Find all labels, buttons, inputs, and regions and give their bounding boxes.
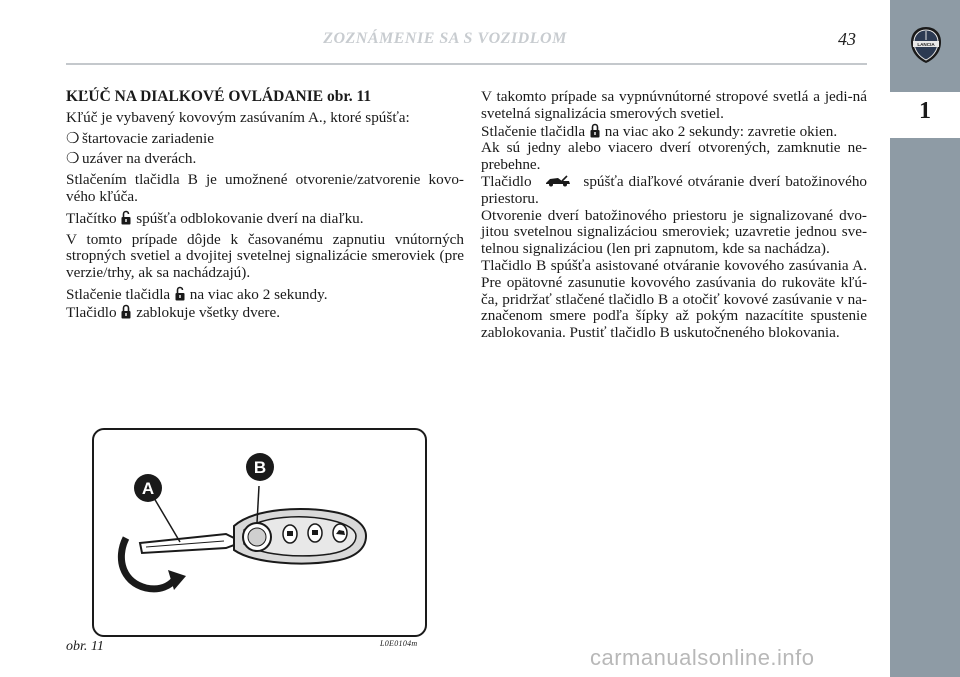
text-run: Tlačidlo xyxy=(66,303,117,321)
lancia-badge-icon xyxy=(248,528,266,546)
paragraph-button-b: Tlačidlo B spúšťa asistované otváranie kovového zasúvania A. Pre opätovné zasunutie kovového zasúvania do rukoväte kľú-ča, pridržať stlačené tlačidlo B a otočiť kovové zasúvanie v na-značenom smere podľa šípky až pokým nazacítite spustenie zablokovania. Pustiť tlačidlo B uskutočneného blokovania. xyxy=(481,256,867,342)
paragraph-lights: V takomto prípade sa vypnúvnútorné stropové svetlá a jedi-ná svetelná signalizácia smerových svetiel. xyxy=(481,88,867,122)
chapter-number: 1 xyxy=(919,98,931,124)
padlock-closed-icon xyxy=(121,304,131,319)
paragraph-timer: V tomto prípade dôjde k časovanému zapnutiu vnútorných stropných svetiel a dvojitej svetelnej signalizácie smeroviek (pre verzie/trhy, ak sa nachádzajú). xyxy=(66,230,464,282)
paragraph-press xyxy=(66,286,464,304)
text-run: Tlačidlo xyxy=(481,172,532,190)
text-run: spúšťa diaľkové otváranie dverí batožinového priestoru. xyxy=(481,172,868,207)
list-item-text: štartovacie zariadenie xyxy=(82,129,214,147)
text-run: Tlačítko xyxy=(66,209,117,227)
paragraph-windows xyxy=(481,123,867,141)
leader-line-a xyxy=(154,498,180,542)
list-item xyxy=(66,131,464,148)
right-text-column xyxy=(481,89,867,342)
list-item-text: uzáver na dverách. xyxy=(82,150,197,168)
paragraph-trunk-signal: Otvorenie dverí batožinového priestoru je signalizované dvo-jitou svetelnou signalizáciou smeroviek; uzavretie jednou sve-telnou signalizáciou (len pri zapnutom, kde sa nachádza). xyxy=(481,206,867,258)
remote-key-drawing xyxy=(94,430,425,635)
text-run: na viac ako 2 sekundy: zavretie okien. xyxy=(604,122,838,140)
paragraph-doors-open: Ak sú jedny alebo viacero dverí otvorených, zamknutie ne-prebehne. xyxy=(481,139,867,174)
header-divider xyxy=(66,63,867,65)
text-run: na viac ako 2 sekundy. xyxy=(189,285,328,303)
bullet-mark: ❍ xyxy=(66,129,80,147)
padlock-open-icon xyxy=(175,286,185,301)
section-title: KĽÚČ NA DIALKOVÉ OVLÁDANIE obr. 11 xyxy=(66,88,372,105)
label-a: A xyxy=(141,479,155,498)
text-run: spúšťa odblokovanie dverí na diaľku. xyxy=(136,209,364,227)
car-trunk-icon xyxy=(545,175,571,187)
label-b: B xyxy=(253,458,267,477)
left-text-column xyxy=(66,89,464,326)
intro-paragraph: Kľúč je vybavený kovovým zasúvaním A., ktoré spúšťa: xyxy=(66,108,410,126)
page-number: 43 xyxy=(838,29,856,49)
padlock-open-icon xyxy=(121,210,131,225)
logo-text: LANCIA xyxy=(917,42,935,47)
watermark: carmanualsonline.info xyxy=(590,645,815,670)
bullet-mark: ❍ xyxy=(66,150,80,168)
paragraph-trunk xyxy=(481,174,867,208)
figure-caption: obr. 11 xyxy=(66,639,104,654)
paragraph-lock xyxy=(66,304,464,322)
paragraph-open-key: Stlačením tlačidla B je umožnené otvorenie/zatvorenie kovo-vého kľúča. xyxy=(66,171,464,205)
text-run: zablokuje všetky dvere. xyxy=(136,303,281,321)
text-run: Stlačenie tlačidla xyxy=(66,285,171,303)
list-item xyxy=(66,151,464,168)
figure-key-illustration xyxy=(92,428,427,637)
paragraph-unlock xyxy=(66,210,464,228)
running-header-title: ZOZNÁMENIE SA S VOZIDLOM xyxy=(323,30,567,47)
padlock-closed-icon xyxy=(590,123,600,138)
chapter-tab xyxy=(890,92,960,138)
lancia-shield-icon xyxy=(909,26,943,64)
figure-code: L0E0104m xyxy=(380,639,418,648)
text-run: Stlačenie tlačidla xyxy=(481,122,586,140)
